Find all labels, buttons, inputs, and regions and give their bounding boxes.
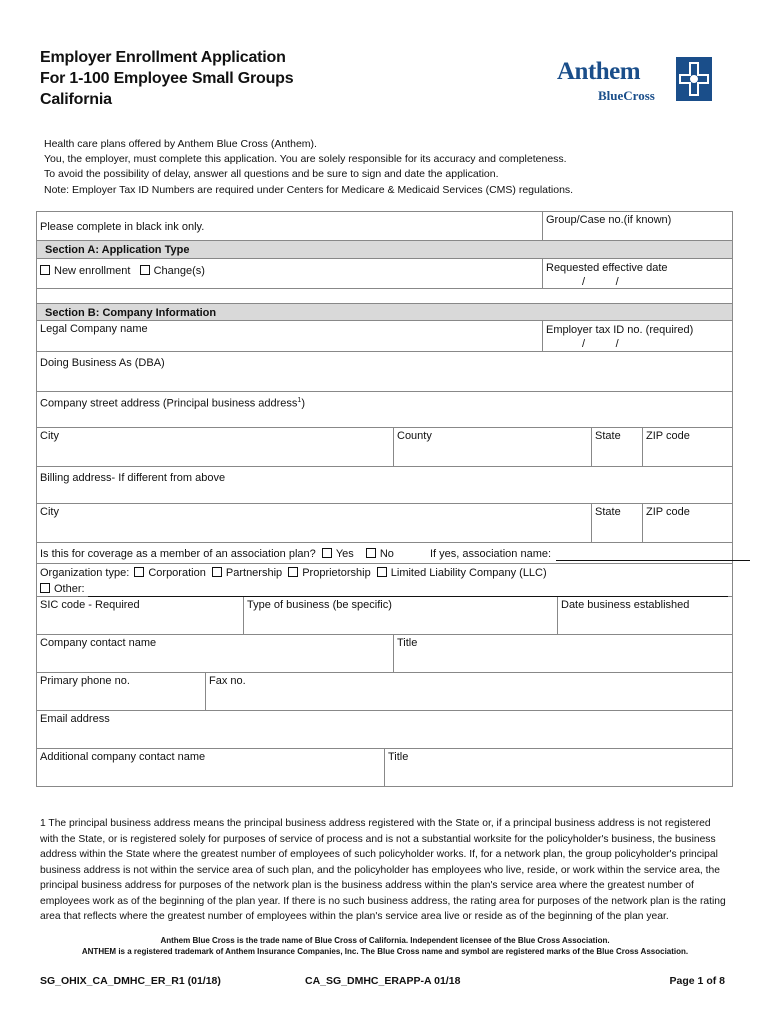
- dba-row: [36, 352, 733, 392]
- proprietorship-label: Proprietorship: [302, 567, 371, 579]
- changes-label: Change(s): [153, 265, 205, 277]
- legal-notice: [0, 935, 770, 957]
- sic-row: [36, 597, 733, 635]
- city-row: [36, 428, 733, 467]
- contact-title-field[interactable]: [393, 635, 732, 672]
- requested-date-label: Requested effective date: [546, 262, 668, 274]
- type-of-business-field[interactable]: [243, 597, 557, 634]
- fax-field[interactable]: [205, 673, 732, 710]
- blue-cross-icon: [675, 56, 713, 102]
- tax-id-slashes: / /: [582, 338, 619, 350]
- contact-name-field[interactable]: [37, 635, 393, 672]
- city-field[interactable]: [37, 428, 393, 466]
- email-row: [36, 711, 733, 749]
- section-a-header: Section A: Application Type: [36, 241, 733, 259]
- legal-line-1: Anthem Blue Cross is the trade name of Blue Cross of California. Independent licensee of the Blue Cross Association.: [160, 936, 610, 945]
- association-no-checkbox[interactable]: [366, 548, 376, 558]
- proprietorship-checkbox[interactable]: [288, 567, 298, 577]
- state-label: State: [595, 430, 621, 442]
- legal-name-label: Legal Company name: [40, 323, 148, 335]
- billing-city-label: City: [40, 506, 59, 518]
- other-label: Other:: [54, 583, 85, 595]
- group-case-field[interactable]: [542, 212, 732, 240]
- contact-title-label: Title: [397, 637, 418, 649]
- billing-city-row: [36, 504, 733, 543]
- billing-zip-field[interactable]: [642, 504, 732, 542]
- association-name-label: If yes, association name:: [429, 548, 552, 560]
- llc-checkbox[interactable]: [377, 567, 387, 577]
- billing-address-label: Billing address- If different from above: [40, 472, 226, 484]
- group-case-label: Group/Case no.(if known): [546, 214, 672, 226]
- page-title: [40, 47, 293, 110]
- page-number: Page 1 of 8: [669, 975, 725, 987]
- billing-address-field[interactable]: [37, 467, 732, 503]
- billing-city-field[interactable]: [37, 504, 591, 542]
- association-yes-label: Yes: [335, 548, 354, 560]
- street-address-close: ): [301, 397, 305, 410]
- billing-zip-label: ZIP code: [646, 506, 690, 518]
- date-slashes: / /: [582, 276, 619, 288]
- billing-state-field[interactable]: [591, 504, 642, 542]
- phone-row: [36, 673, 733, 711]
- partnership-label: Partnership: [225, 567, 283, 579]
- street-address-field[interactable]: [37, 392, 732, 427]
- additional-contact-label: Additional company contact name: [40, 751, 206, 763]
- type-of-business-label: Type of business (be specific): [247, 599, 392, 611]
- footer-form-code: SG_OHIX_CA_DMHC_ER_R1 (01/18): [40, 975, 221, 987]
- corporation-checkbox[interactable]: [134, 567, 144, 577]
- requested-date-field[interactable]: [542, 259, 732, 288]
- intro-text: [44, 137, 573, 198]
- email-label: Email address: [40, 713, 110, 725]
- other-input[interactable]: [88, 583, 728, 597]
- street-address-row: [36, 392, 733, 428]
- corporation-label: Corporation: [148, 567, 206, 579]
- legal-name-row: [36, 321, 733, 352]
- section-b-header: Section B: Company Information: [36, 303, 733, 321]
- city-label: City: [40, 430, 59, 442]
- association-row: [36, 543, 733, 564]
- application-type-row: [36, 259, 733, 289]
- county-field[interactable]: [393, 428, 591, 466]
- additional-contact-row: [36, 749, 733, 787]
- contact-row: [36, 635, 733, 673]
- legal-line-2: ANTHEM is a registered trademark of Anthem Insurance Companies, Inc. The Blue Cross name and symbol are registered marks of the Blue Cross Association.: [81, 947, 689, 956]
- title-line-3: California: [40, 91, 112, 108]
- form-header-row: [36, 211, 733, 241]
- footnote-marker: 1: [297, 397, 302, 404]
- title-line-2: For 1-100 Employee Small Groups: [40, 70, 294, 87]
- anthem-logo: [553, 58, 718, 108]
- date-established-field[interactable]: [557, 597, 732, 634]
- legal-name-field[interactable]: [37, 321, 542, 351]
- email-field[interactable]: [37, 711, 732, 748]
- enrollment-form: [36, 211, 733, 787]
- org-type-row: [36, 564, 733, 583]
- other-row: [36, 583, 733, 597]
- section-gap: [36, 289, 733, 303]
- association-yes-checkbox[interactable]: [322, 548, 332, 558]
- partnership-checkbox[interactable]: [212, 567, 222, 577]
- footer-doc-code: CA_SG_DMHC_ERAPP-A 01/18: [305, 975, 461, 987]
- zip-label: ZIP code: [646, 430, 690, 442]
- street-address-label: Company street address (Principal business address: [40, 397, 298, 410]
- state-field[interactable]: [591, 428, 642, 466]
- dba-label: Doing Business As (DBA): [40, 357, 165, 369]
- fax-label: Fax no.: [209, 675, 246, 687]
- zip-field[interactable]: [642, 428, 732, 466]
- new-enrollment-checkbox[interactable]: [40, 265, 50, 275]
- org-type-label: Organization type:: [40, 567, 130, 579]
- intro-line: Note: Employer Tax ID Numbers are required under Centers for Medicare & Medicaid Services (CMS) regulations.: [44, 183, 574, 196]
- logo-wordmark: Anthem: [557, 58, 641, 85]
- additional-title-field[interactable]: [384, 749, 732, 786]
- other-checkbox[interactable]: [40, 583, 50, 593]
- org-type-options: [37, 564, 732, 583]
- additional-contact-field[interactable]: [37, 749, 384, 786]
- intro-line: You, the employer, must complete this application. You are solely responsible for its accuracy and completeness.: [44, 153, 567, 166]
- intro-line: To avoid the possibility of delay, answer all questions and be sure to sign and date the application.: [44, 168, 499, 181]
- intro-line: Health care plans offered by Anthem Blue Cross (Anthem).: [44, 138, 317, 150]
- employer-tax-id-field[interactable]: [542, 321, 732, 351]
- other-option: [37, 583, 732, 596]
- association-question: [37, 543, 732, 563]
- llc-label: Limited Liability Company (LLC): [390, 567, 547, 579]
- black-ink-note: Please complete in black ink only.: [40, 221, 205, 233]
- title-line-1: Employer Enrollment Application: [40, 49, 286, 66]
- sic-code-field[interactable]: [37, 597, 243, 634]
- logo-bluecross-text: BlueCross: [598, 88, 655, 103]
- date-established-label: Date business established: [561, 599, 690, 611]
- additional-title-label: Title: [388, 751, 409, 763]
- new-enrollment-label: New enrollment: [54, 265, 131, 277]
- application-type-options: [37, 259, 542, 288]
- employer-tax-id-label: Employer tax ID no. (required): [546, 324, 694, 336]
- county-label: County: [397, 430, 432, 442]
- changes-checkbox[interactable]: [140, 265, 150, 275]
- contact-name-label: Company contact name: [40, 637, 157, 649]
- billing-row: [36, 467, 733, 504]
- association-label: Is this for coverage as a member of an association plan?: [40, 548, 316, 560]
- dba-field[interactable]: [37, 352, 732, 391]
- association-no-label: No: [379, 548, 394, 560]
- association-name-input[interactable]: [556, 548, 750, 561]
- primary-phone-label: Primary phone no.: [40, 675, 130, 687]
- footnote-text: 1 The principal business address means the principal business address registered with the State or, if a principal business address is not registered with the State, or is registered solely for purposes of service of process and is not a substantial worksite for the policyholder's business, the business address within the State where the greatest number of employees of such policyholder works. If, for a network plan, the group policyholder's principal business address is not within the service area of such plan, and the policyholder has employees who live, reside, or work within the service area, the principal business address for purposes of the network plan is the business address within the plan's service area where the greatest number of employees work as of the beginning of the plan year. If there is no such business address, the rating area for purposes of the network plan is the rating area that reflects where the greatest number of employees within the plan's service area live or reside as of the beginning of the plan year.: [40, 818, 726, 922]
- billing-state-label: State: [595, 506, 621, 518]
- primary-phone-field[interactable]: [37, 673, 205, 710]
- sic-code-label: SIC code - Required: [40, 599, 140, 611]
